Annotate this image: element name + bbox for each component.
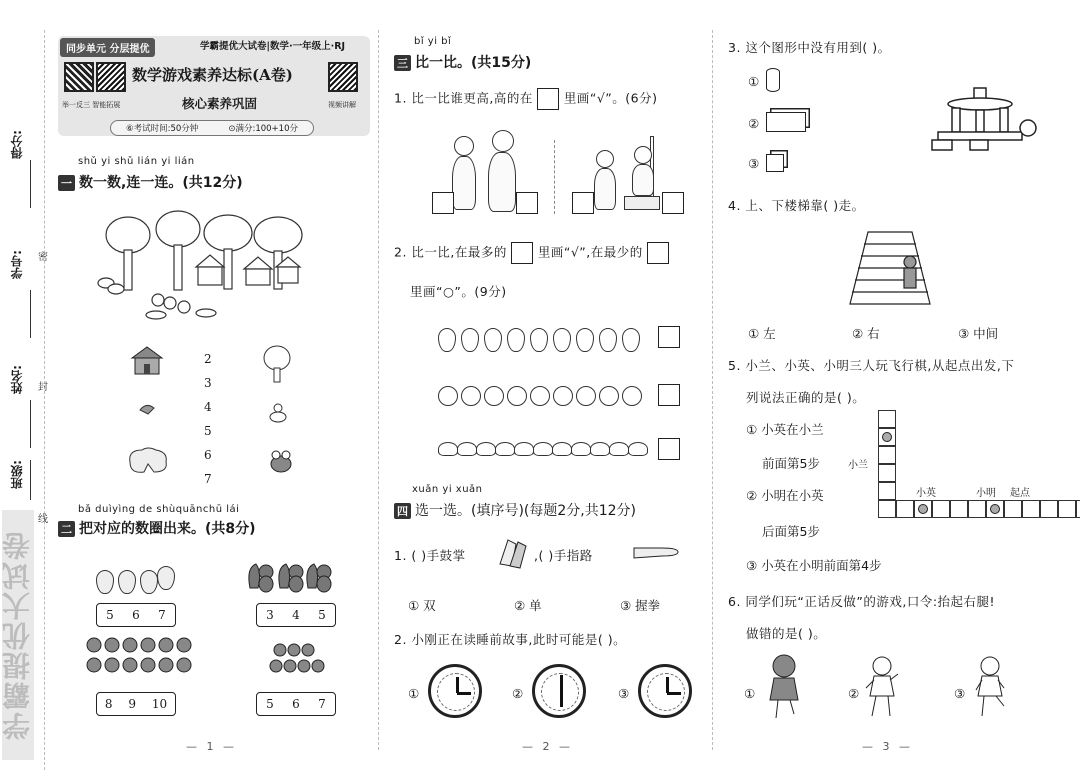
header-tag: 同步单元 分层提优	[60, 38, 155, 57]
cube-shape	[766, 154, 784, 172]
choice-number[interactable]: 3	[266, 608, 274, 622]
series-meta: |数学·一年级上·RJ	[266, 41, 346, 52]
q3-option-1[interactable]: ①	[748, 74, 760, 89]
q-text: 1. ( )手鼓掌	[394, 548, 466, 563]
qr-code-left	[64, 62, 94, 92]
choice-number[interactable]: 9	[128, 697, 136, 711]
player-piece-icon	[882, 432, 892, 442]
apple-icon	[553, 386, 573, 406]
clock-minute-hand	[560, 693, 563, 707]
section4-title	[394, 500, 636, 520]
answer-box[interactable]	[537, 88, 559, 110]
q5-option-1-cont: 前面第5步	[762, 456, 820, 471]
peach-icon	[571, 442, 591, 456]
girl-figure-1	[764, 654, 804, 720]
pear-icon	[96, 570, 114, 594]
paper-subtitle: 核心素养巩固	[182, 96, 258, 111]
choice-number[interactable]: 10	[151, 697, 168, 711]
peach-icon	[514, 442, 534, 456]
number-choice-box-3[interactable]	[96, 692, 176, 716]
q5-option-3[interactable]: ③ 小英在小明前面第4步	[746, 558, 882, 573]
apple-icon	[576, 386, 596, 406]
pear-icon	[530, 328, 548, 352]
paper-title: 数学游戏素养达标(A卷)	[132, 66, 293, 84]
pear-icon	[461, 328, 479, 352]
pear-icon	[118, 570, 136, 594]
score-label: 得分:	[10, 130, 24, 159]
kid-head	[634, 146, 652, 164]
exam-info-bar	[110, 120, 314, 136]
peach-icon	[590, 442, 610, 456]
girl-figure-3	[972, 656, 1008, 720]
duck-icon	[268, 402, 288, 424]
clock-option-2-label[interactable]: ②	[512, 686, 524, 701]
connect-number-4: 5	[204, 424, 212, 438]
id-label: 学号:	[10, 250, 24, 279]
peach-icon	[609, 442, 629, 456]
compare-question-2-cont: 里画“○”。(9分)	[410, 284, 507, 299]
q5-option-1[interactable]: ① 小英在小兰	[746, 422, 824, 437]
number-choice-box-2[interactable]	[256, 603, 336, 627]
q4-option-1[interactable]: ① 左	[748, 326, 776, 341]
peach-icon	[533, 442, 553, 456]
choice-number[interactable]: 6	[132, 608, 140, 622]
staircase-illustration	[848, 228, 932, 308]
connect-number-3: 4	[204, 400, 212, 414]
peach-icon	[628, 442, 648, 456]
page-divider-2	[712, 30, 713, 750]
tall-answer-box-left[interactable]	[432, 192, 454, 214]
q-text: ,( )手指路	[534, 548, 593, 563]
q6-option-3[interactable]: ③	[954, 686, 966, 701]
peach-icon	[438, 442, 458, 456]
peach-icon	[552, 442, 572, 456]
cut-mark-bot: 线	[38, 514, 48, 525]
cylinder-shape	[766, 68, 780, 92]
choice-number[interactable]: 7	[318, 697, 326, 711]
kid-standing	[594, 168, 616, 210]
clock-face-3[interactable]	[638, 664, 692, 718]
frog-icon	[268, 448, 294, 474]
board-cell	[1004, 500, 1022, 518]
pear-icon	[507, 328, 525, 352]
peach-icon	[457, 442, 477, 456]
apple-icon	[484, 386, 504, 406]
q-text: 1. 比一比谁更高,高的在	[394, 90, 533, 106]
row-answer-box-pears[interactable]	[658, 326, 680, 348]
clock-face-1[interactable]	[428, 664, 482, 718]
tomato-icon	[86, 636, 192, 676]
toy-structure-illustration	[930, 86, 1040, 156]
q5-option-2-cont: 后面第5步	[762, 524, 820, 539]
section4-number: 四	[394, 503, 411, 519]
board-cell	[1076, 500, 1080, 518]
clock-hour-hand	[666, 677, 669, 693]
kid-short	[452, 156, 476, 210]
page-number-1: — 1 —	[186, 740, 237, 753]
score-blank	[30, 160, 31, 208]
choice-number[interactable]: 5	[106, 608, 114, 622]
tall-answer-box-left-2[interactable]	[572, 192, 594, 214]
binding-line	[44, 30, 45, 770]
name-blank	[30, 400, 31, 448]
lily-pad-icon	[126, 446, 170, 476]
choose-question-6: 6. 同学们玩“正话反做”的游戏,口令:抬起右腿!	[728, 594, 996, 609]
section3-number: 三	[394, 55, 411, 71]
q-text: 里画“√”,在最少的	[537, 244, 643, 260]
class-label: 班级:	[10, 460, 24, 489]
section2-title-text: 把对应的数圈出来。(共8分)	[79, 521, 256, 537]
pear-icon	[622, 328, 640, 352]
clock-minute-hand	[457, 692, 471, 695]
page-number-2: — 2 —	[522, 740, 573, 753]
number-choice-box-4[interactable]	[256, 692, 336, 716]
section2-title	[58, 518, 256, 538]
compare-divider	[554, 140, 555, 214]
player-piece-icon	[990, 504, 1000, 514]
board-cell	[1022, 500, 1040, 518]
board-cell	[878, 464, 896, 482]
section1-title-text: 数一数,连一连。(共12分)	[79, 175, 243, 191]
class-blank	[30, 460, 31, 500]
exam-full-score: ⊙满分:100+10分	[228, 124, 298, 134]
kid-head	[492, 130, 514, 152]
board-cell	[968, 500, 986, 518]
pear-icon	[140, 570, 158, 594]
connect-number-5: 6	[204, 448, 212, 462]
apple-icon	[461, 386, 481, 406]
name-label: 姓名:	[10, 365, 24, 394]
board-label-xiaoying: 小英	[916, 488, 936, 499]
pear-icon	[484, 328, 502, 352]
q4-option-2[interactable]: ② 右	[852, 326, 880, 341]
exam-time: ⑥考试时间:50分钟	[126, 124, 199, 134]
pear-icon	[599, 328, 617, 352]
q4-option-3[interactable]: ③ 中间	[958, 326, 999, 341]
section3-pinyin: bǐ yi bǐ	[414, 36, 452, 47]
connect-number-2: 3	[204, 376, 212, 390]
board-label-xiaoming: 小明	[976, 488, 996, 499]
pear-icon	[438, 328, 456, 352]
board-label-start: 起点	[1010, 488, 1030, 499]
board-cell	[878, 482, 896, 500]
q5-option-2[interactable]: ② 小明在小英	[746, 488, 824, 503]
connect-number-1: 2	[204, 352, 212, 366]
row-answer-box-apples[interactable]	[658, 384, 680, 406]
board-cell	[896, 500, 914, 518]
compare-question-2	[394, 242, 669, 264]
section4-pinyin: xuǎn yi xuǎn	[412, 484, 483, 495]
section2-pinyin: bǎ duìyìng de shùquānchū lái	[78, 504, 240, 515]
choice-number[interactable]: 7	[158, 608, 166, 622]
apple-icon	[530, 386, 550, 406]
choose-question-1b	[534, 546, 593, 564]
section1-pinyin: shǔ yi shǔ lián yi lián	[78, 156, 195, 167]
board-cell	[1058, 500, 1076, 518]
choice-number[interactable]: 5	[266, 697, 274, 711]
clock-option-3-label[interactable]: ③	[618, 686, 630, 701]
qr-code-right	[328, 62, 358, 92]
compare-question-1	[394, 88, 657, 110]
peach-icon	[495, 442, 515, 456]
choose-question-1	[394, 546, 466, 564]
girl-figure-2	[864, 656, 900, 720]
player-piece-icon	[918, 504, 928, 514]
house-icon	[130, 344, 164, 378]
page-number-3: — 3 —	[862, 740, 913, 753]
q1-option-2[interactable]: ② 单	[514, 598, 542, 613]
apple-icon	[507, 386, 527, 406]
section3-title	[394, 52, 531, 72]
clock-face-2[interactable]	[532, 664, 586, 718]
brand-watermark: 学霸提优大试卷	[2, 510, 34, 760]
kid-head	[454, 136, 474, 156]
choose-question-3: 3. 这个图形中没有用到( )。	[728, 40, 891, 55]
choose-question-5: 5. 小兰、小英、小明三人玩飞行棋,从起点出发,下	[728, 358, 1015, 373]
answer-box[interactable]	[511, 242, 533, 264]
kid-on-stand	[632, 164, 654, 196]
qr-right-caption: 视频讲解	[328, 101, 356, 109]
cuboid-shape	[766, 112, 806, 132]
bird-icon	[138, 402, 156, 416]
section1-number: 一	[58, 175, 75, 191]
clock-hour-hand	[560, 675, 563, 693]
q-text: 2. 比一比,在最多的	[394, 244, 507, 260]
series-name: 学霸提优大试卷	[200, 41, 267, 52]
board-cell	[878, 446, 896, 464]
board-cell	[1040, 500, 1058, 518]
id-blank	[30, 290, 31, 338]
pointing-hand-icon	[632, 542, 682, 562]
q1-option-3[interactable]: ③ 握拳	[620, 598, 661, 613]
qr-code-left-2	[96, 62, 126, 92]
board-cell	[878, 410, 896, 428]
squirrel-icon	[246, 558, 336, 594]
strawberry-icon	[268, 642, 330, 676]
board-cell	[878, 500, 896, 518]
q1-option-1[interactable]: ① 双	[408, 598, 436, 613]
cut-mark-mid: 封	[38, 382, 48, 393]
pear-icon	[576, 328, 594, 352]
pear-icon	[157, 566, 175, 590]
choose-question-2: 2. 小刚正在读睡前故事,此时可能是( )。	[394, 632, 627, 647]
series-title	[200, 38, 345, 52]
choice-number[interactable]: 5	[318, 608, 326, 622]
connect-number-6: 7	[204, 472, 212, 486]
choose-question-4: 4. 上、下楼梯靠( )走。	[728, 198, 865, 213]
number-choice-box-1[interactable]	[96, 603, 176, 627]
peach-icon	[476, 442, 496, 456]
pear-icon	[553, 328, 571, 352]
clapping-hands-icon	[494, 534, 534, 570]
section3-title-text: 比一比。(共15分)	[415, 55, 532, 71]
apple-icon	[599, 386, 619, 406]
apple-icon	[622, 386, 642, 406]
clock-option-1-label[interactable]: ①	[408, 686, 420, 701]
choice-number[interactable]: 4	[292, 608, 300, 622]
forest-scene-illustration	[88, 205, 318, 325]
q6-option-2[interactable]: ②	[848, 686, 860, 701]
apple-icon	[438, 386, 458, 406]
kid-tall	[488, 152, 516, 212]
page-divider-1	[378, 30, 379, 750]
tall-answer-box-right-2[interactable]	[662, 192, 684, 214]
section2-number: 二	[58, 521, 75, 537]
tall-answer-box-right[interactable]	[516, 192, 538, 214]
q3-option-2[interactable]: ②	[748, 116, 760, 131]
section1-title	[58, 172, 243, 192]
choose-question-6-cont: 做错的是( )。	[746, 626, 827, 641]
board-cell	[932, 500, 950, 518]
kid-head	[596, 150, 614, 168]
q3-option-3[interactable]: ③	[748, 156, 760, 171]
row-answer-box-peaches[interactable]	[658, 438, 680, 460]
section4-title-text: 选一选。(填序号)(每题2分,共12分)	[415, 503, 637, 519]
q6-option-1[interactable]: ①	[744, 686, 756, 701]
answer-box[interactable]	[647, 242, 669, 264]
q-text: 里画“√”。(6分)	[563, 90, 658, 106]
cut-mark-top: 密	[38, 252, 48, 263]
tree-icon	[262, 344, 292, 384]
choice-number[interactable]: 8	[104, 697, 113, 711]
board-label-xiaolan: 小兰	[848, 460, 868, 471]
qr-left-caption: 举一反三 智能拓展	[62, 101, 121, 109]
board-cell	[950, 500, 968, 518]
clock-hour-hand	[456, 677, 459, 693]
choose-question-5-cont: 列说法正确的是( )。	[746, 390, 866, 405]
choice-number[interactable]: 6	[292, 697, 300, 711]
clock-minute-hand	[667, 692, 681, 695]
height-stand	[624, 196, 660, 210]
